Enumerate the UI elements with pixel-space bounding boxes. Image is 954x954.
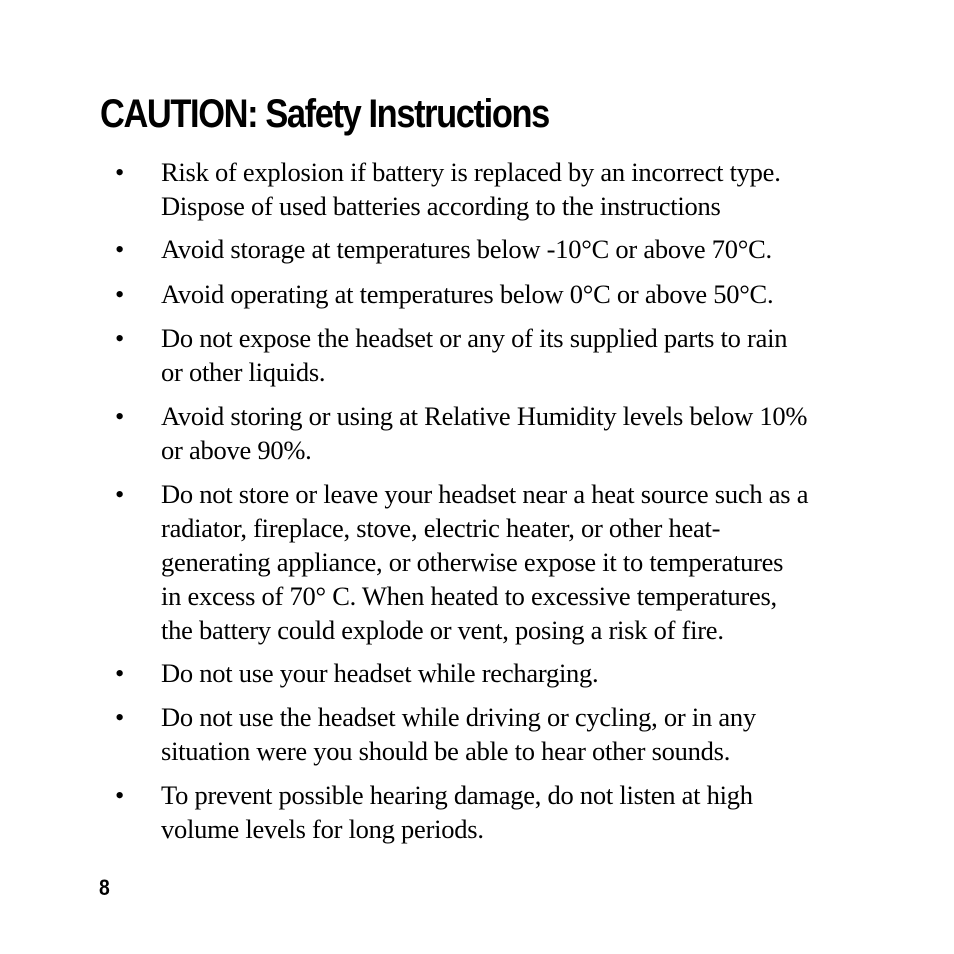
bullet-icon: • bbox=[115, 401, 125, 431]
list-item-text: Avoid storing or using at Relative Humidity levels below 10% or above 90%. bbox=[161, 401, 808, 465]
list-item-text: Do not use the headset while driving or cycling, or in any situation were you should be able to hear other sounds. bbox=[161, 702, 756, 766]
bullet-icon: • bbox=[115, 658, 125, 688]
list-item-text: Do not use your headset while recharging. bbox=[161, 658, 599, 688]
list-item-text: Do not store or leave your headset near a heat source such as a radiator, fireplace, stove, electric heater, or other heat- generating appliance, or otherwise expose it to temperatures in excess of 70° C. When heated to excessive temperatures, the battery could explode or vent, posing a risk of fire. bbox=[161, 479, 809, 645]
list-item-text: Risk of explosion if battery is replaced by an incorrect type. Dispose of used batteries according to the instructions bbox=[161, 157, 781, 221]
list-item-text: To prevent possible hearing damage, do not listen at high volume levels for long periods. bbox=[161, 780, 753, 844]
bullet-icon: • bbox=[115, 279, 125, 309]
bullet-icon: • bbox=[115, 479, 125, 509]
list-item-text: Avoid storage at temperatures below -10°C or above 70°C. bbox=[161, 234, 772, 264]
page-number: 8 bbox=[99, 875, 110, 900]
list-item-text: Do not expose the headset or any of its supplied parts to rain or other liquids. bbox=[161, 323, 788, 387]
bullet-icon: • bbox=[115, 157, 125, 187]
bullet-icon: • bbox=[115, 780, 125, 810]
page-title: CAUTION: Safety Instructions bbox=[100, 92, 549, 136]
bullet-icon: • bbox=[115, 702, 125, 732]
list-item-text: Avoid operating at temperatures below 0°C or above 50°C. bbox=[161, 279, 774, 309]
bullet-icon: • bbox=[115, 234, 125, 264]
bullet-icon: • bbox=[115, 323, 125, 353]
